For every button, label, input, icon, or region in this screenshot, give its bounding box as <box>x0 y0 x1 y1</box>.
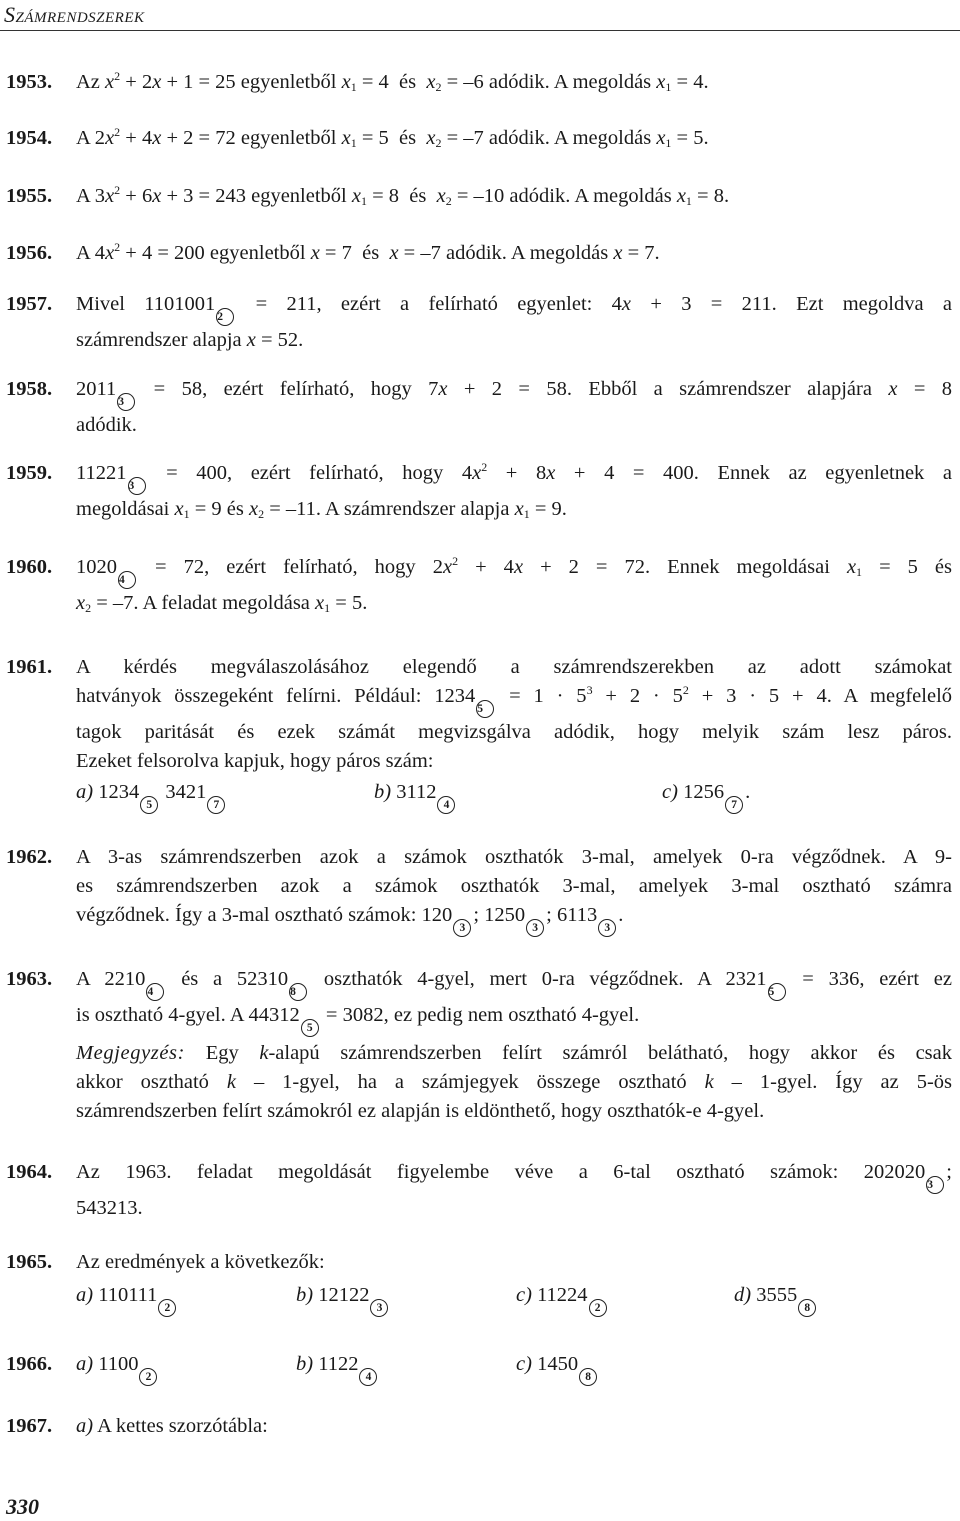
problem-number: 1953. <box>6 71 53 93</box>
problem-number: 1960. <box>6 556 53 578</box>
problem-text <box>76 1350 952 1383</box>
problem-text: 112213 = 400, ezért felírható, hogy $4x^2 + 8x + 4 = 400$. Ennek az egyenletnek a megoldásai $x_1 = 9$ és $x_2 = -11$. A számrendszer alapja $x_1 = 9$. <box>76 460 952 521</box>
problem-1953 <box>6 68 952 97</box>
problem-number: 1965. <box>6 1251 53 1273</box>
problem-1966 <box>6 1350 952 1383</box>
problem-1962 <box>6 843 952 937</box>
problem-text: 10204 = 72, ezért felírható, hogy $2x^2 + 4x + 2 = 72$. Ennek megoldásai $x_1 = 5$ és $x_2 = -7$. A feladat megoldása $x_1 = 5$. <box>76 554 953 615</box>
problem-1956 <box>6 239 952 268</box>
header-rule <box>0 30 960 31</box>
problem-text: Az 1963. feladat megoldását figyelembe véve a 6-tal osztható számok: 2020203; 543213. <box>76 1161 952 1219</box>
problem-number: 1967. <box>6 1415 53 1437</box>
remark <box>6 1039 952 1126</box>
problem-text: Mivel 11010012 = 211, ezért a felírható egyenlet: 4x + 3 = 211. Ezt megoldva a számrendszer alapja x = 52. <box>76 293 952 351</box>
remark-label: Megjegyzés: <box>76 1042 186 1064</box>
problem-number: 1966. <box>6 1353 53 1375</box>
answer-a: a) 1101112 <box>76 1281 178 1317</box>
problem-number: 1957. <box>6 293 53 315</box>
problem-1955 <box>6 182 952 211</box>
answer-c: c) 112242 <box>516 1281 609 1317</box>
page-number: 330 <box>6 1494 39 1519</box>
page-header: Számrendszerek <box>4 2 145 27</box>
problem-text: A 22104 és a 523108 oszthatók 4-gyel, mert 0-ra végződnek. A 23215 = 336, ezért ez is osztható 4-gyel. A 443125 = 3082, ez pedig nem osztható 4-gyel. <box>76 965 952 1037</box>
problem-number: 1958. <box>6 378 53 400</box>
base-marker: 4 <box>118 571 136 589</box>
base-marker: 3 <box>128 477 146 495</box>
problem-text: A $2x^2 + 4x + 2 = 72$ egyenletből $x_1 = 5$ és $x_2 = -7$ adódik. A megoldás $x_1 = 5$. <box>76 125 709 150</box>
problem-text: Az eredmények a következők: a) 1101112 b) 121223 c) 112242 d) 35558 <box>76 1248 952 1310</box>
answer-b: b) 121223 <box>296 1281 390 1317</box>
problem-1959 <box>6 459 952 524</box>
answer-c: c) 12567. <box>662 778 750 814</box>
problem-1965 <box>6 1248 952 1314</box>
problem-1957 <box>6 290 952 355</box>
remark-text: Megjegyzés: Egy k-alapú számrendszerben felírt számról belátható, hogy akkor és csak akkor osztható k – 1-gyel, ha a számjegyek összege osztható k – 1-gyel. Így az 5-ös számrendszerben felírt számokról ez alapján is eldönthető, hogy oszthatók-e 4-gyel. <box>76 1042 953 1122</box>
problem-number: 1956. <box>6 242 53 264</box>
answer-c: c) 14508 <box>516 1350 599 1386</box>
base-marker: 5 <box>476 700 494 718</box>
problem-text: A kérdés megválaszolásához elegendő a számrendszerekben az adott számokat hatványok összegeként felírni. Például: $12345 = 1 \cdot 5^3 + 2 \cdot 5^2 + 3 \cdot 5 + 4$. A megfelelő tagok paritását és ezek számát megvizsgálva adódik, hogy melyik szám lesz páros. Ezeket felsorolva kapjuk, hogy páros szám: a) 12345 34217 b) 31124 c) 12567. <box>76 653 952 807</box>
problem-number: 1963. <box>6 968 53 990</box>
problem-1960 <box>6 553 952 618</box>
problem-1958 <box>6 375 952 440</box>
problem-number: 1961. <box>6 656 53 678</box>
answer-row <box>76 1350 952 1383</box>
answer-row <box>76 778 952 811</box>
problem-number: 1955. <box>6 185 53 207</box>
problem-1954 <box>6 124 952 153</box>
problem-1964 <box>6 1158 952 1223</box>
answer-b: b) 11224 <box>296 1350 379 1386</box>
problem-text: a) A kettes szorzótábla: <box>76 1415 268 1437</box>
problem-text: 20113 = 58, ezért felírható, hogy 7x + 2 = 58. Ebből a számrendszer alapjára x = 8 adódik. <box>76 378 953 436</box>
problem-text: A $4x^2 + 4 = 200$ egyenletből x = 7 és x = –7 adódik. A megoldás x = 7. <box>76 240 660 264</box>
problem-1967 <box>6 1412 952 1441</box>
problem-text: A 3-as számrendszerben azok a számok oszthatók 3-mal, amelyek 0-ra végződnek. A 9- es számrendszerben azok a számok oszthatók 3-mal, amelyek 3-mal osztható számra végződnek. Így a 3-mal osztható számok: 1203; 12503; 61133. <box>76 843 952 937</box>
problem-number: 1962. <box>6 846 53 868</box>
answer-a: a) 11002 <box>76 1350 159 1386</box>
problem-1963 <box>6 965 952 1037</box>
problem-number: 1964. <box>6 1161 53 1183</box>
problem-1961 <box>6 653 953 811</box>
answer-a: a) 12345 34217 <box>76 778 227 814</box>
base-marker: 2 <box>216 308 234 326</box>
problem-number: 1959. <box>6 462 53 484</box>
problem-text: Az $x^2 + 2x + 1 = 25$ egyenletből $x_1 = 4$ és $x_2 = -6$ adódik. A megoldás $x_1 = 4$. <box>76 69 709 94</box>
problem-text: A $3x^2 + 6x + 3 = 243$ egyenletből $x_1 = 8$ és $x_2 = -10$ adódik. A megoldás $x_1 = 8$. <box>76 183 730 208</box>
answer-b: b) 31124 <box>374 778 457 814</box>
problem-number: 1954. <box>6 127 53 149</box>
base-marker: 3 <box>117 393 135 411</box>
answer-d: d) 35558 <box>734 1281 818 1317</box>
